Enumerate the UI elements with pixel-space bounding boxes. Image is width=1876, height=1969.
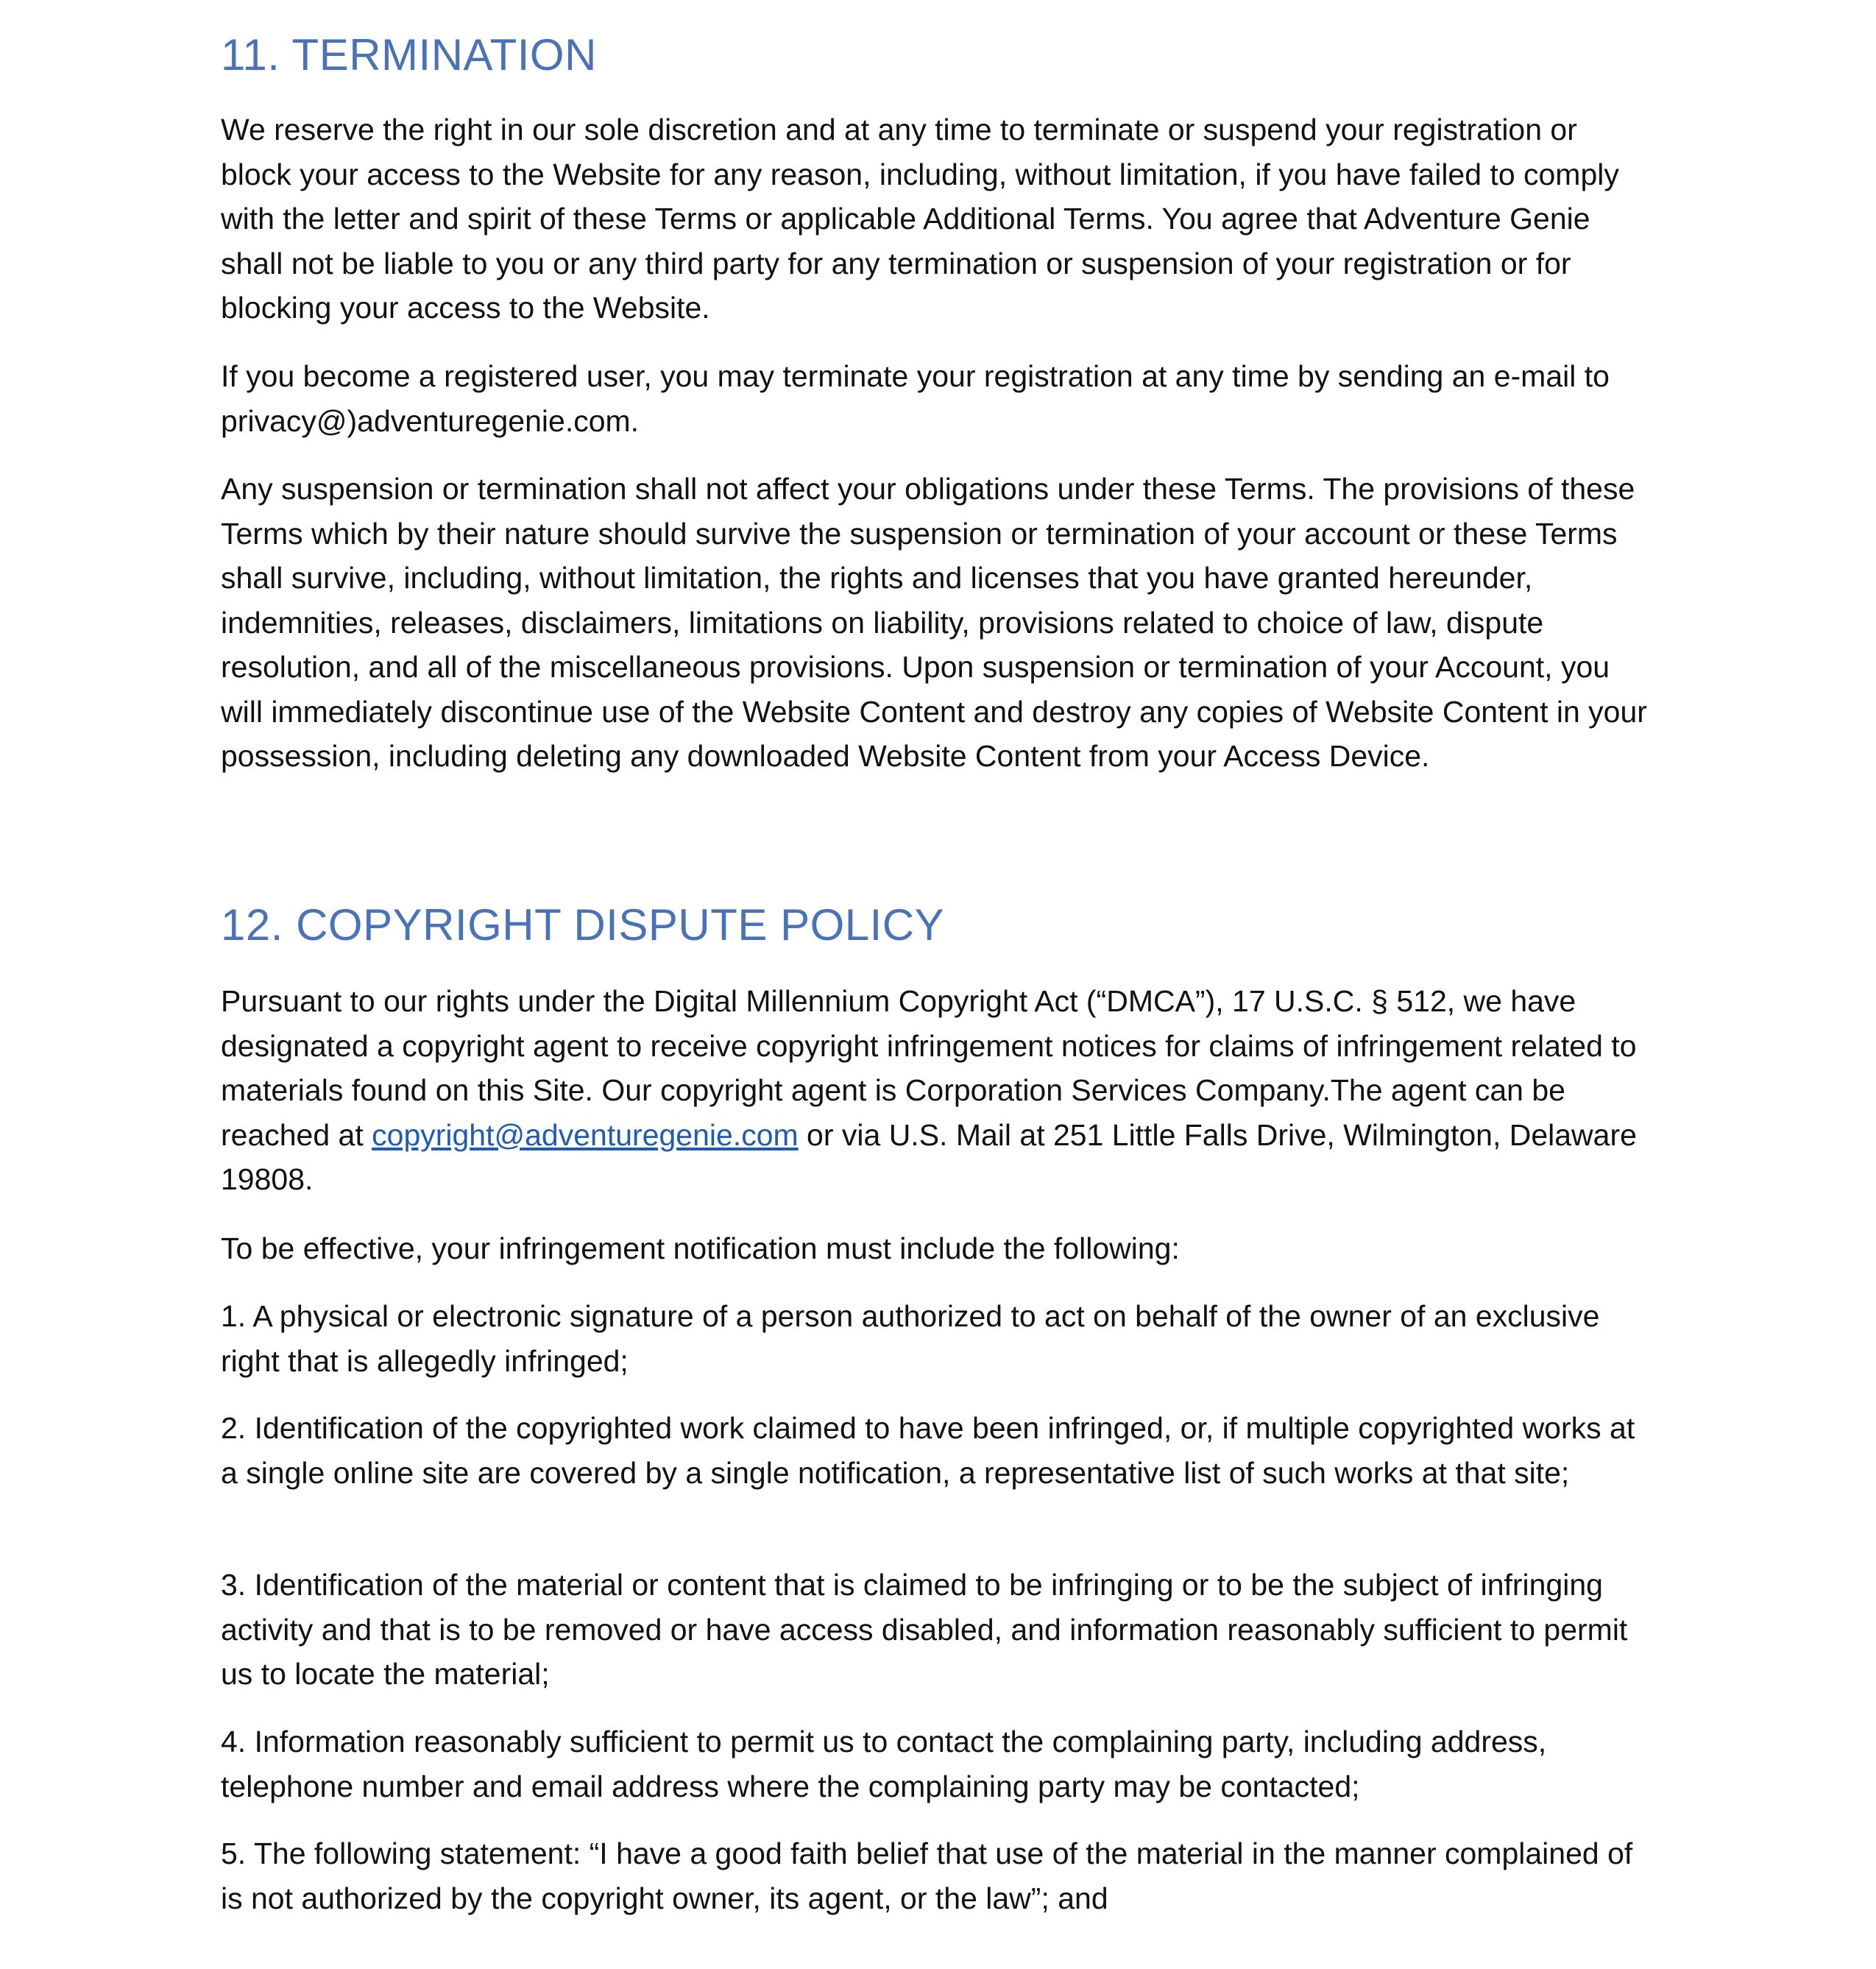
list-item: 4. Information reasonably sufficient to permit us to contact the complaining party, including address, telephone number and email address where the complaining party may be contacted;	[221, 1725, 1547, 1803]
copyright-email-link[interactable]: copyright@adventuregenie.com	[372, 1117, 799, 1152]
termination-paragraph-2: If you become a registered user, you may terminate your registration at any time by sending an e-mail to privacy@)adventuregenie.com.	[221, 359, 1610, 438]
section-heading-copyright-dispute: 12. COPYRIGHT DISPUTE POLICY	[221, 900, 945, 950]
list-item: 2. Identification of the copyrighted work claimed to have been infringed, or, if multiple copyrighted works at a single online site are covered by a single notification, a representative list of such works at that site;	[221, 1411, 1635, 1490]
copyright-paragraph-1	[221, 979, 1649, 1202]
copyright-paragraph-2: To be effective, your infringement notification must include the following:	[221, 1231, 1180, 1265]
section-heading-termination: 11. TERMINATION	[221, 30, 597, 79]
list-item: 5. The following statement: “I have a good faith belief that use of the material in the manner complained of is not authorized by the copyright owner, its agent, or the law”; and	[221, 1837, 1633, 1915]
copyright-paragraph-1-text-b: or via U.S. Mail at 251 Little Falls Drive, Wilmington, Delaware 19808.	[221, 1117, 1637, 1196]
list-item: 3. Identification of the material or content that is claimed to be infringing or to be the subject of infringing activity and that is to be removed or have access disabled, and information reasonably sufficient to permit us to locate the material;	[221, 1568, 1628, 1691]
copyright-paragraph-1-text-a: Pursuant to our rights under the Digital Millennium Copyright Act (“DMCA”), 17 U.S.C. § 512, we have designated a copyright agent to receive copyright infringement notices for claims of infringement related to materials found on this Site. Our copyright agent is Corporation Services Company.The agent can be reached at	[221, 984, 1637, 1152]
list-item: 1. A physical or electronic signature of a person authorized to act on behalf of the owner of an exclusive right that is allegedly infringed;	[221, 1299, 1600, 1378]
termination-paragraph-3: Any suspension or termination shall not affect your obligations under these Terms. The provisions of these Terms which by their nature should survive the suspension or termination of your account or these Terms shall survive, including, without limitation, the rights and licenses that you have granted hereunder, indemnities, releases, disclaimers, limitations on liability, provisions related to choice of law, dispute resolution, and all of the miscellaneous provisions. Upon suspension or termination of your Account, you will immediately discontinue use of the Website Content and destroy any copies of Website Content in your possession, including deleting any downloaded Website Content from your Access Device.	[221, 472, 1647, 773]
termination-paragraph-1: We reserve the right in our sole discretion and at any time to terminate or suspend your registration or block your access to the Website for any reason, including, without limitation, if you have failed to comply with the letter and spirit of these Terms or applicable Additional Terms. You agree that Adventure Genie shall not be liable to you or any third party for any termination or suspension of your registration or for blocking your access to the Website.	[221, 113, 1619, 325]
